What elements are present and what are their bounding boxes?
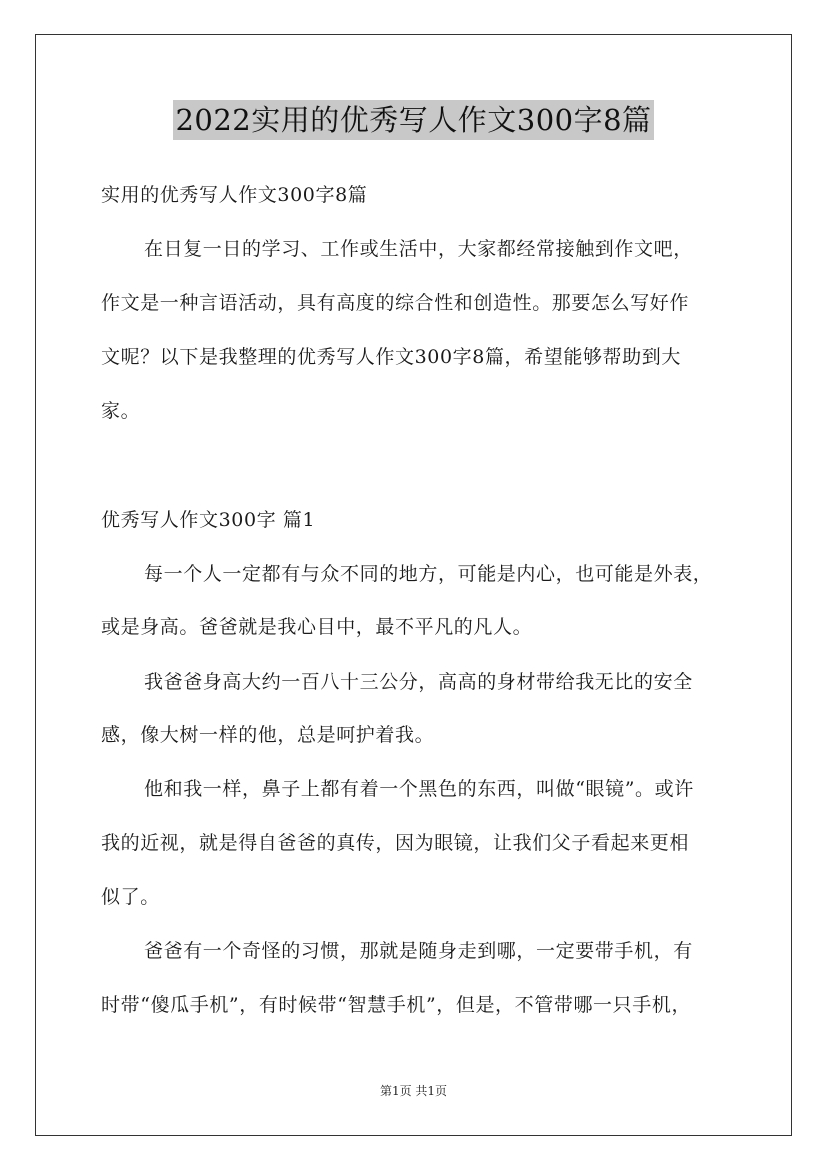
intro-line: 作文是一种言语活动，具有高度的综合性和创造性。那要怎么写好作 <box>101 292 690 314</box>
body-line: 他和我一样，鼻子上都有着一个黑色的东西，叫做“眼镜”。或许 <box>144 778 694 800</box>
intro-line: 文呢？以下是我整理的优秀写人作文300字8篇，希望能够帮助到大 <box>101 346 681 368</box>
body-line: 我爸爸身高大约一百八十三公分，高高的身材带给我无比的安全 <box>144 671 693 693</box>
body-line: 或是身高。爸爸就是我心目中，最不平凡的凡人。 <box>101 616 533 638</box>
section-heading: 优秀写人作文300字 篇1 <box>101 509 316 531</box>
document-subtitle: 实用的优秀写人作文300字8篇 <box>101 184 368 206</box>
body-line: 爸爸有一个奇怪的习惯，那就是随身走到哪，一定要带手机，有 <box>144 940 693 962</box>
body-line: 似了。 <box>101 886 160 908</box>
page-number-footer: 第1页 共1页 <box>379 1084 448 1098</box>
body-line: 每一个人一定都有与众不同的地方，可能是内心，也可能是外表， <box>144 563 713 585</box>
title-wrap <box>0 100 827 140</box>
intro-line: 家。 <box>101 400 141 422</box>
document-title: 2022实用的优秀写人作文300字8篇 <box>173 100 653 140</box>
body-line: 时带“傻瓜手机”，有时候带“智慧手机”，但是，不管带哪一只手机， <box>101 994 692 1016</box>
body-line: 感，像大树一样的他，总是呵护着我。 <box>101 724 435 746</box>
body-line: 我的近视，就是得自爸爸的真传，因为眼镜，让我们父子看起来更相 <box>101 832 690 854</box>
intro-line: 在日复一日的学习、工作或生活中，大家都经常接触到作文吧， <box>144 238 693 260</box>
